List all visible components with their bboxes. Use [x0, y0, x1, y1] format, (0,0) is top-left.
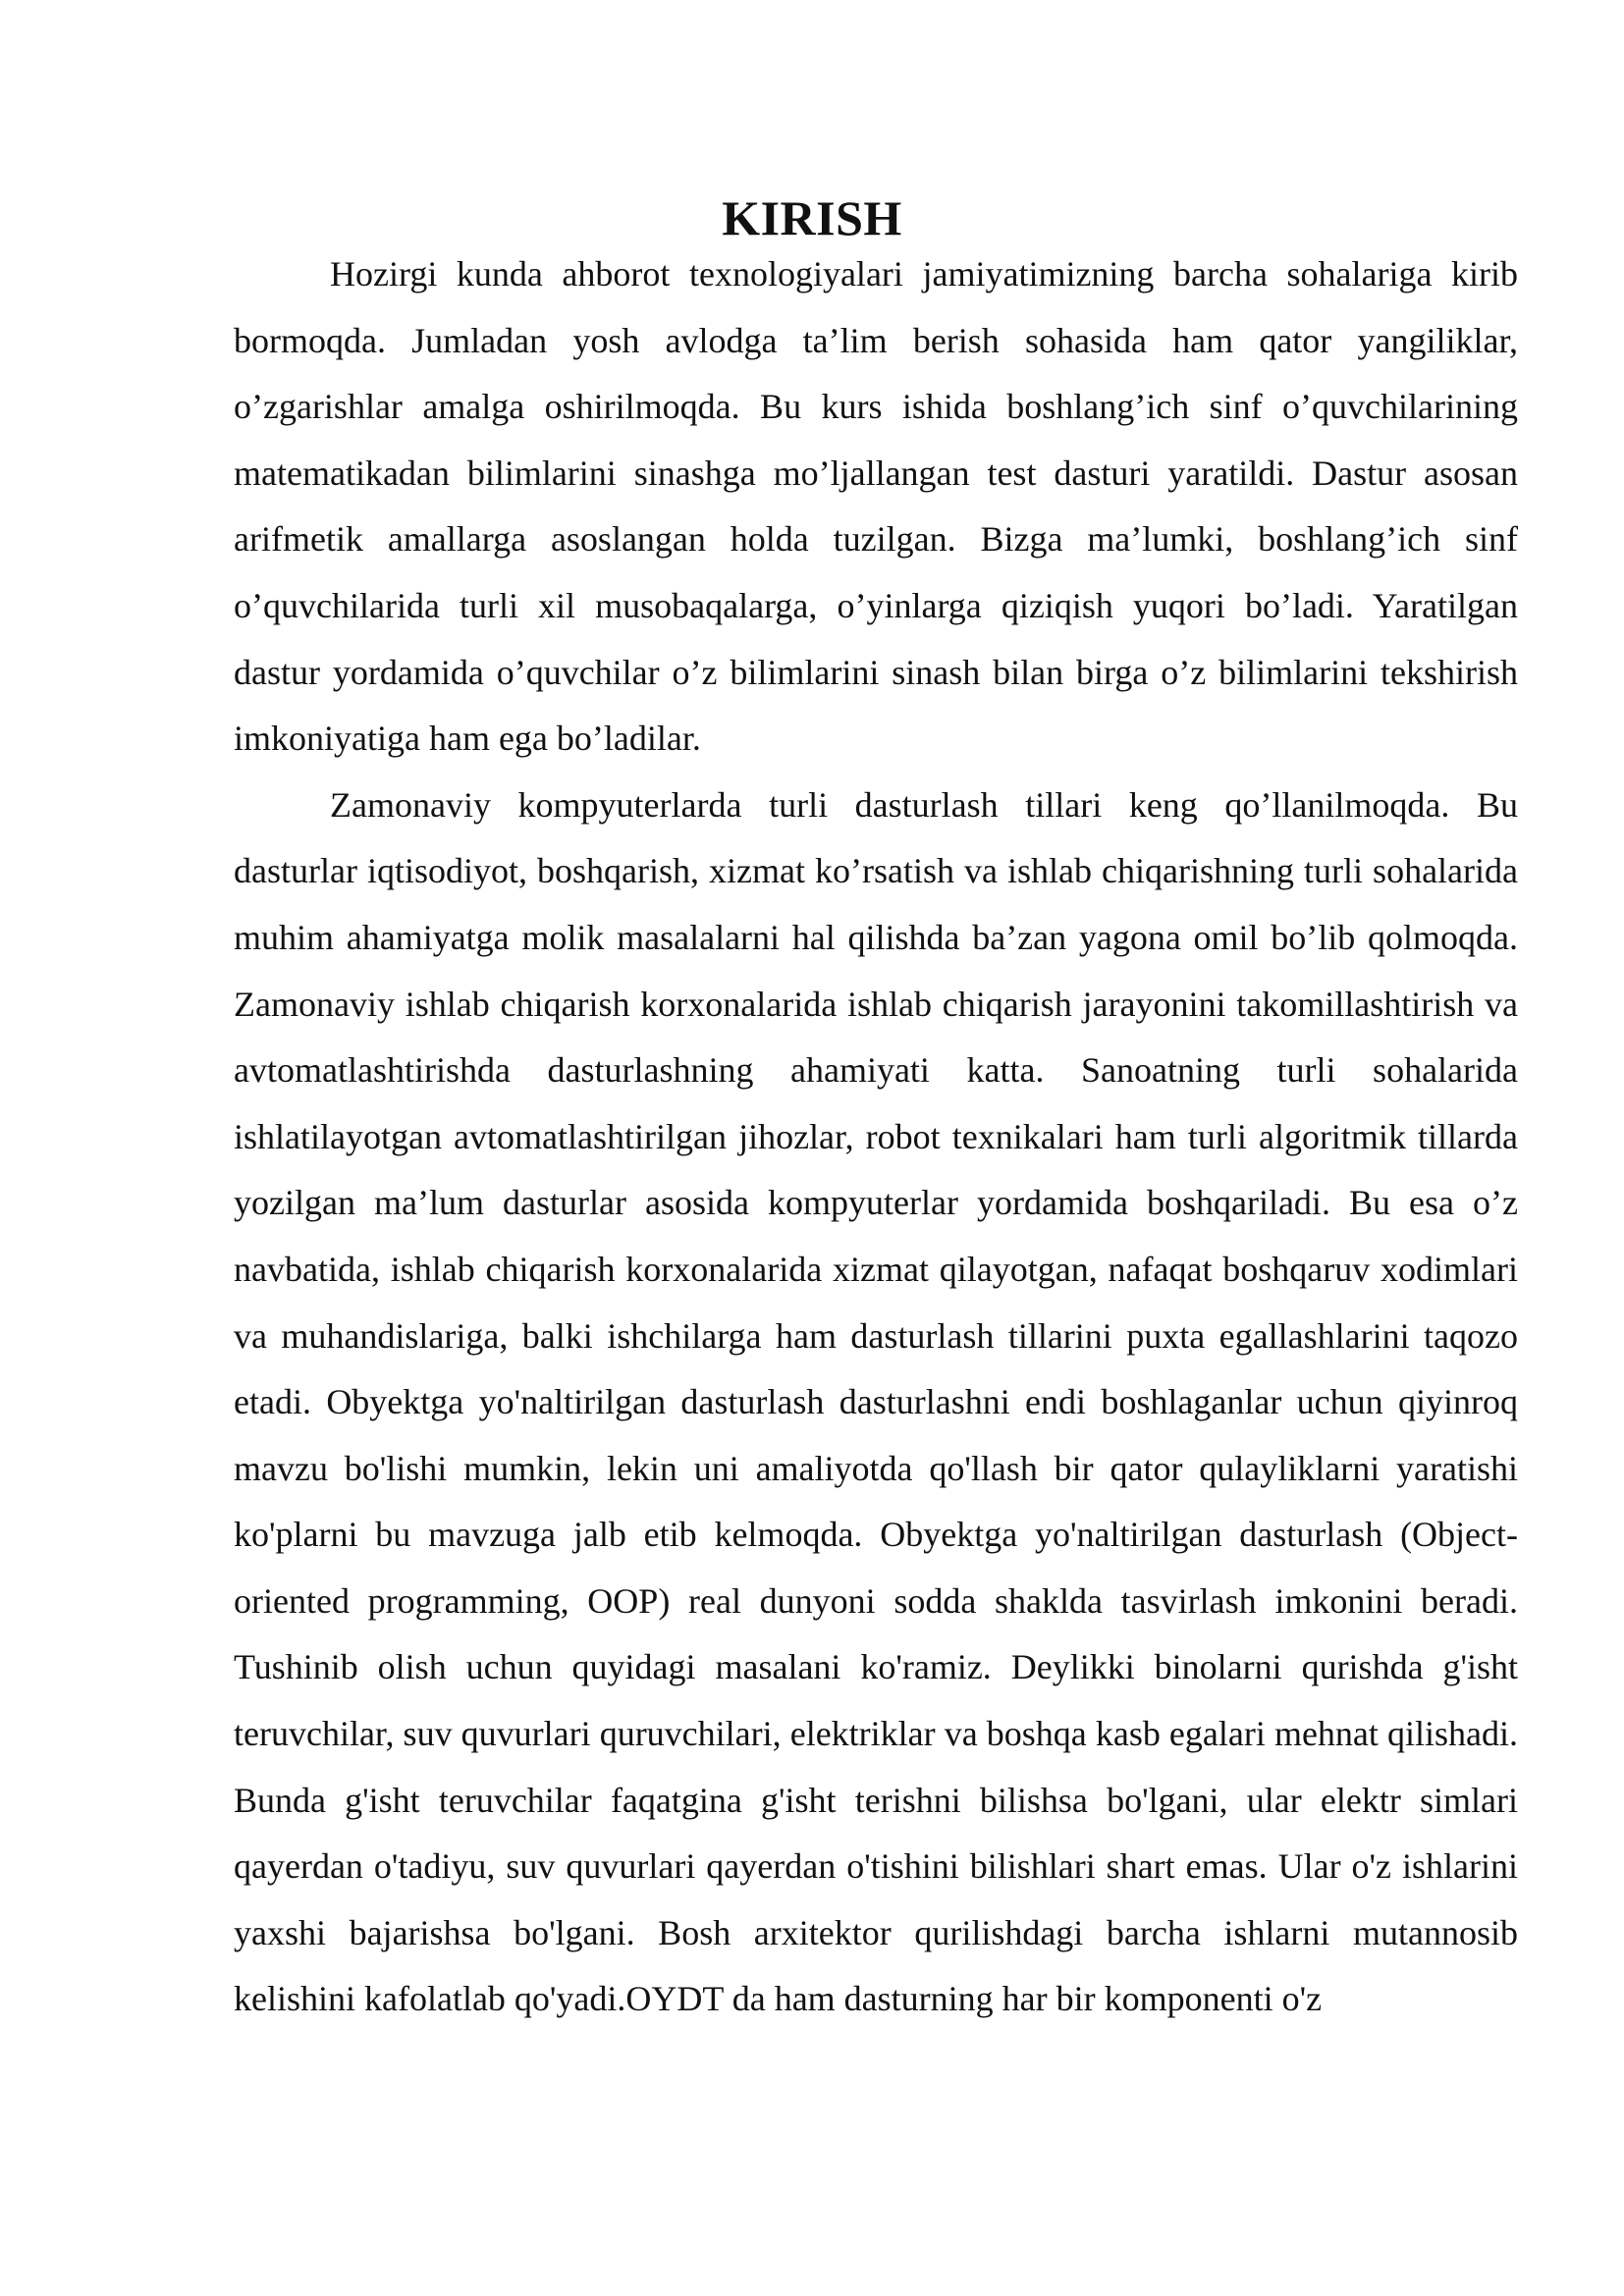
paragraph: Hozirgi kunda ahborot texnologiyalari jamiyatimizning barcha sohalariga kirib bormoqda. Jumladan yosh avlodga ta’lim berish sohasida ham qator yangiliklar, o’zgarishlar amalga oshirilmoqda. Bu kurs ishida boshlang’ich sinf o’quvchilarining matematikadan bilimlarini sinashga mo’ljallangan test dasturi yaratildi. Dastur asosan arifmetik amallarga asoslangan holda tuzilgan. Bizga ma’lumki, boshlang’ich sinf o’quvchilarida turli xil musobaqalarga, o’yinlarga qiziqish yuqori bo’ladi. Yaratilgan dastur yordamida o’quvchilar o’z bilimlarini sinash bilan birga o’z bilimlarini tekshirish imkoniyatiga ham ega bo’ladilar. [234, 254, 1518, 759]
page-title: KIRISH [722, 189, 902, 245]
paragraph: Zamonaviy kompyuterlarda turli dasturlash tillari keng qo’llanilmoqda. Bu dasturlar iqtisodiyot, boshqarish, xizmat ko’rsatish va ishlab chiqarishning turli sohalarida muhim ahamiyatga molik masalalarni hal qilishda ba’zan yagona omil bo’lib qolmoqda. Zamonaviy ishlab chiqarish korxonalarida ishlab chiqarish jarayonini takomillashtirish va avtomatlashtirishda dasturlashning ahamiyati katta. Sanoatning turli sohalarida ishlatilayotgan avtomatlashtirilgan jihozlar, robot texnikalari ham turli algoritmik tillarda yozilgan ma’lum dasturlar asosida kompyuterlar yordamida boshqariladi. Bu esa o’z navbatida, ishlab chiqarish korxonalarida xizmat qilayotgan, nafaqat boshqaruv xodimlari va muhandislariga, balki ishchilarga ham dasturlash tillarini puxta egallashlarini taqozo etadi. Obyektga yo'naltirilgan dasturlash dasturlashni endi boshlaganlar uchun qiyinroq mavzu bo'lishi mumkin, lekin uni amaliyotda qo'llash bir qator qulayliklarni yaratishi ko'plarni bu mavzuga jalb etib kelmoqda. Obyektga yo'naltirilgan dasturlash (Object-oriented programming, OOP) real dunyoni sodda shaklda tasvirlash imkonini beradi. Tushinib olish uchun quyidagi masalani ko'ramiz. Deylikki binolarni qurishda g'isht teruvchilar, suv quvurlari quruvchilari, elektriklar va boshqa kasb egalari mehnat qilishadi. Bunda g'isht teruvchilar faqatgina g'isht terishni bilishsa bo'lgani, ular elektr simlari qayerdan o'tadiyu, suv quvurlari qayerdan o'tishini bilishlari shart emas. Ular o'z ishlarini yaxshi bajarishsa bo'lgani. Bosh arxitektor qurilishdagi barcha ishlarni mutannosib kelishini kafolatlab qo'yadi.OYDT da ham dasturning har bir komponenti o'z [234, 784, 1518, 2019]
body-text [234, 241, 1518, 2033]
